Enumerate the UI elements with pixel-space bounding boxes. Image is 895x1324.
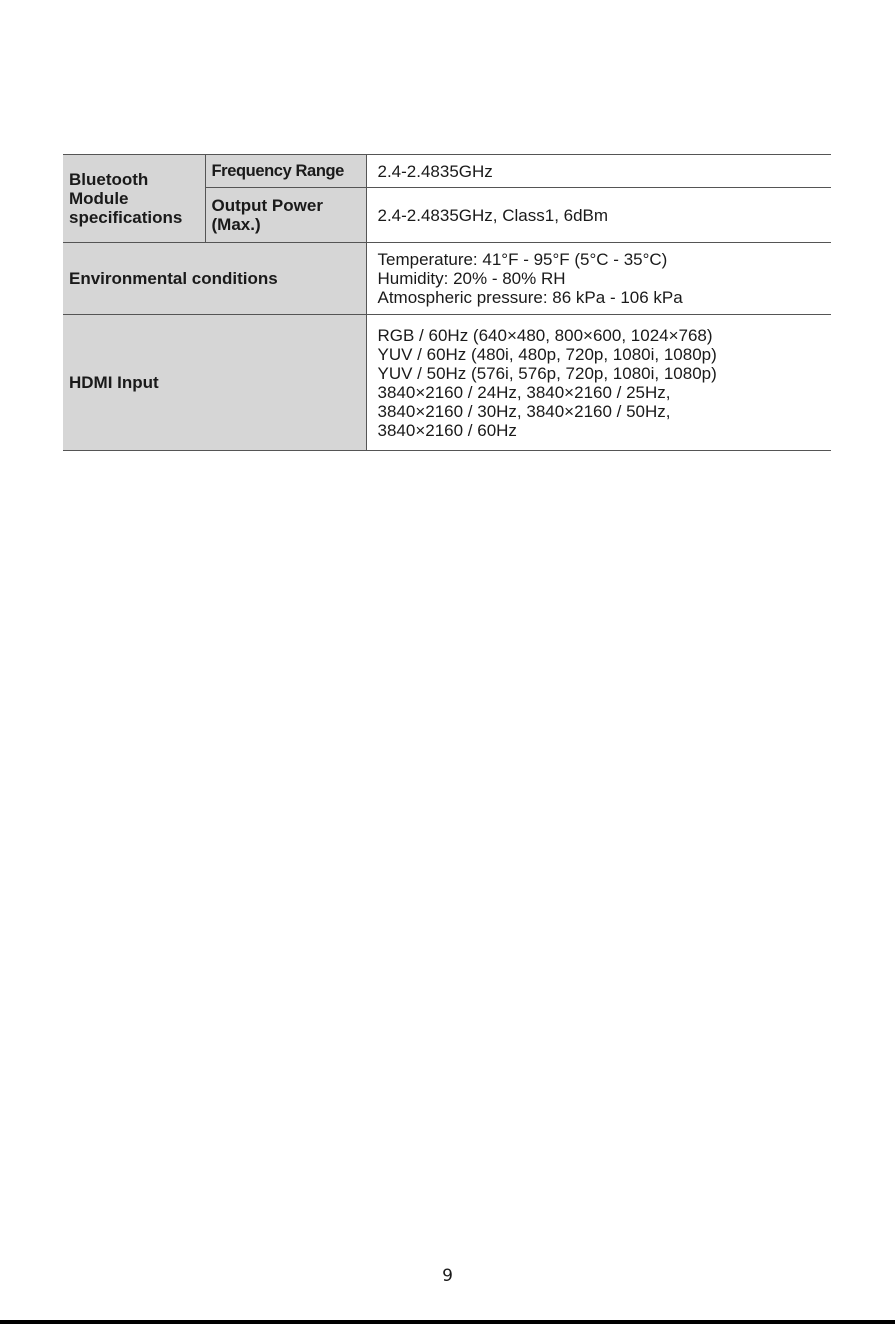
bluetooth-module-heading <box>63 155 205 243</box>
table-row <box>63 243 831 315</box>
heading-line: Bluetooth <box>69 170 149 189</box>
output-power-value <box>366 188 831 243</box>
page-number: 9 <box>442 1266 453 1286</box>
table-row <box>63 315 831 451</box>
label-line: Output Power <box>211 196 323 215</box>
value-line: 3840×2160 / 60Hz <box>377 420 517 440</box>
heading-line: specifications <box>69 208 183 227</box>
frequency-range-value <box>366 155 831 188</box>
page-bottom-rule <box>0 1320 895 1324</box>
frequency-range-label <box>205 155 366 188</box>
value-line: YUV / 60Hz (480i, 480p, 720p, 1080i, 1080p) <box>377 344 717 364</box>
value-line: Temperature: 41°F - 95°F (5°C - 35°C) <box>377 250 668 269</box>
value-line: YUV / 50Hz (576i, 576p, 720p, 1080i, 1080p) <box>377 363 717 383</box>
hdmi-input-value <box>366 315 831 451</box>
value-line: RGB / 60Hz (640×480, 800×600, 1024×768) <box>377 325 713 345</box>
table-row <box>63 155 831 188</box>
value-line: Humidity: 20% - 80% RH <box>377 269 566 288</box>
heading-line: Module <box>69 189 129 208</box>
value-line: 3840×2160 / 24Hz, 3840×2160 / 25Hz, <box>377 382 671 402</box>
label-line: (Max.) <box>211 215 261 234</box>
heading-line: Environmental conditions <box>69 269 278 288</box>
value-line: Atmospheric pressure: 86 kPa - 106 kPa <box>377 288 683 307</box>
environmental-conditions-value <box>366 243 831 315</box>
value-line: 3840×2160 / 30Hz, 3840×2160 / 50Hz, <box>377 401 671 421</box>
output-power-label <box>205 188 366 243</box>
specifications-table <box>63 154 831 451</box>
heading-line: HDMI Input <box>69 373 159 392</box>
hdmi-input-heading <box>63 315 366 451</box>
value-line: 2.4-2.4835GHz <box>377 161 493 181</box>
value-line: 2.4-2.4835GHz, Class1, 6dBm <box>377 205 609 225</box>
label-line: Frequency Range <box>211 161 344 180</box>
environmental-conditions-heading <box>63 243 366 315</box>
